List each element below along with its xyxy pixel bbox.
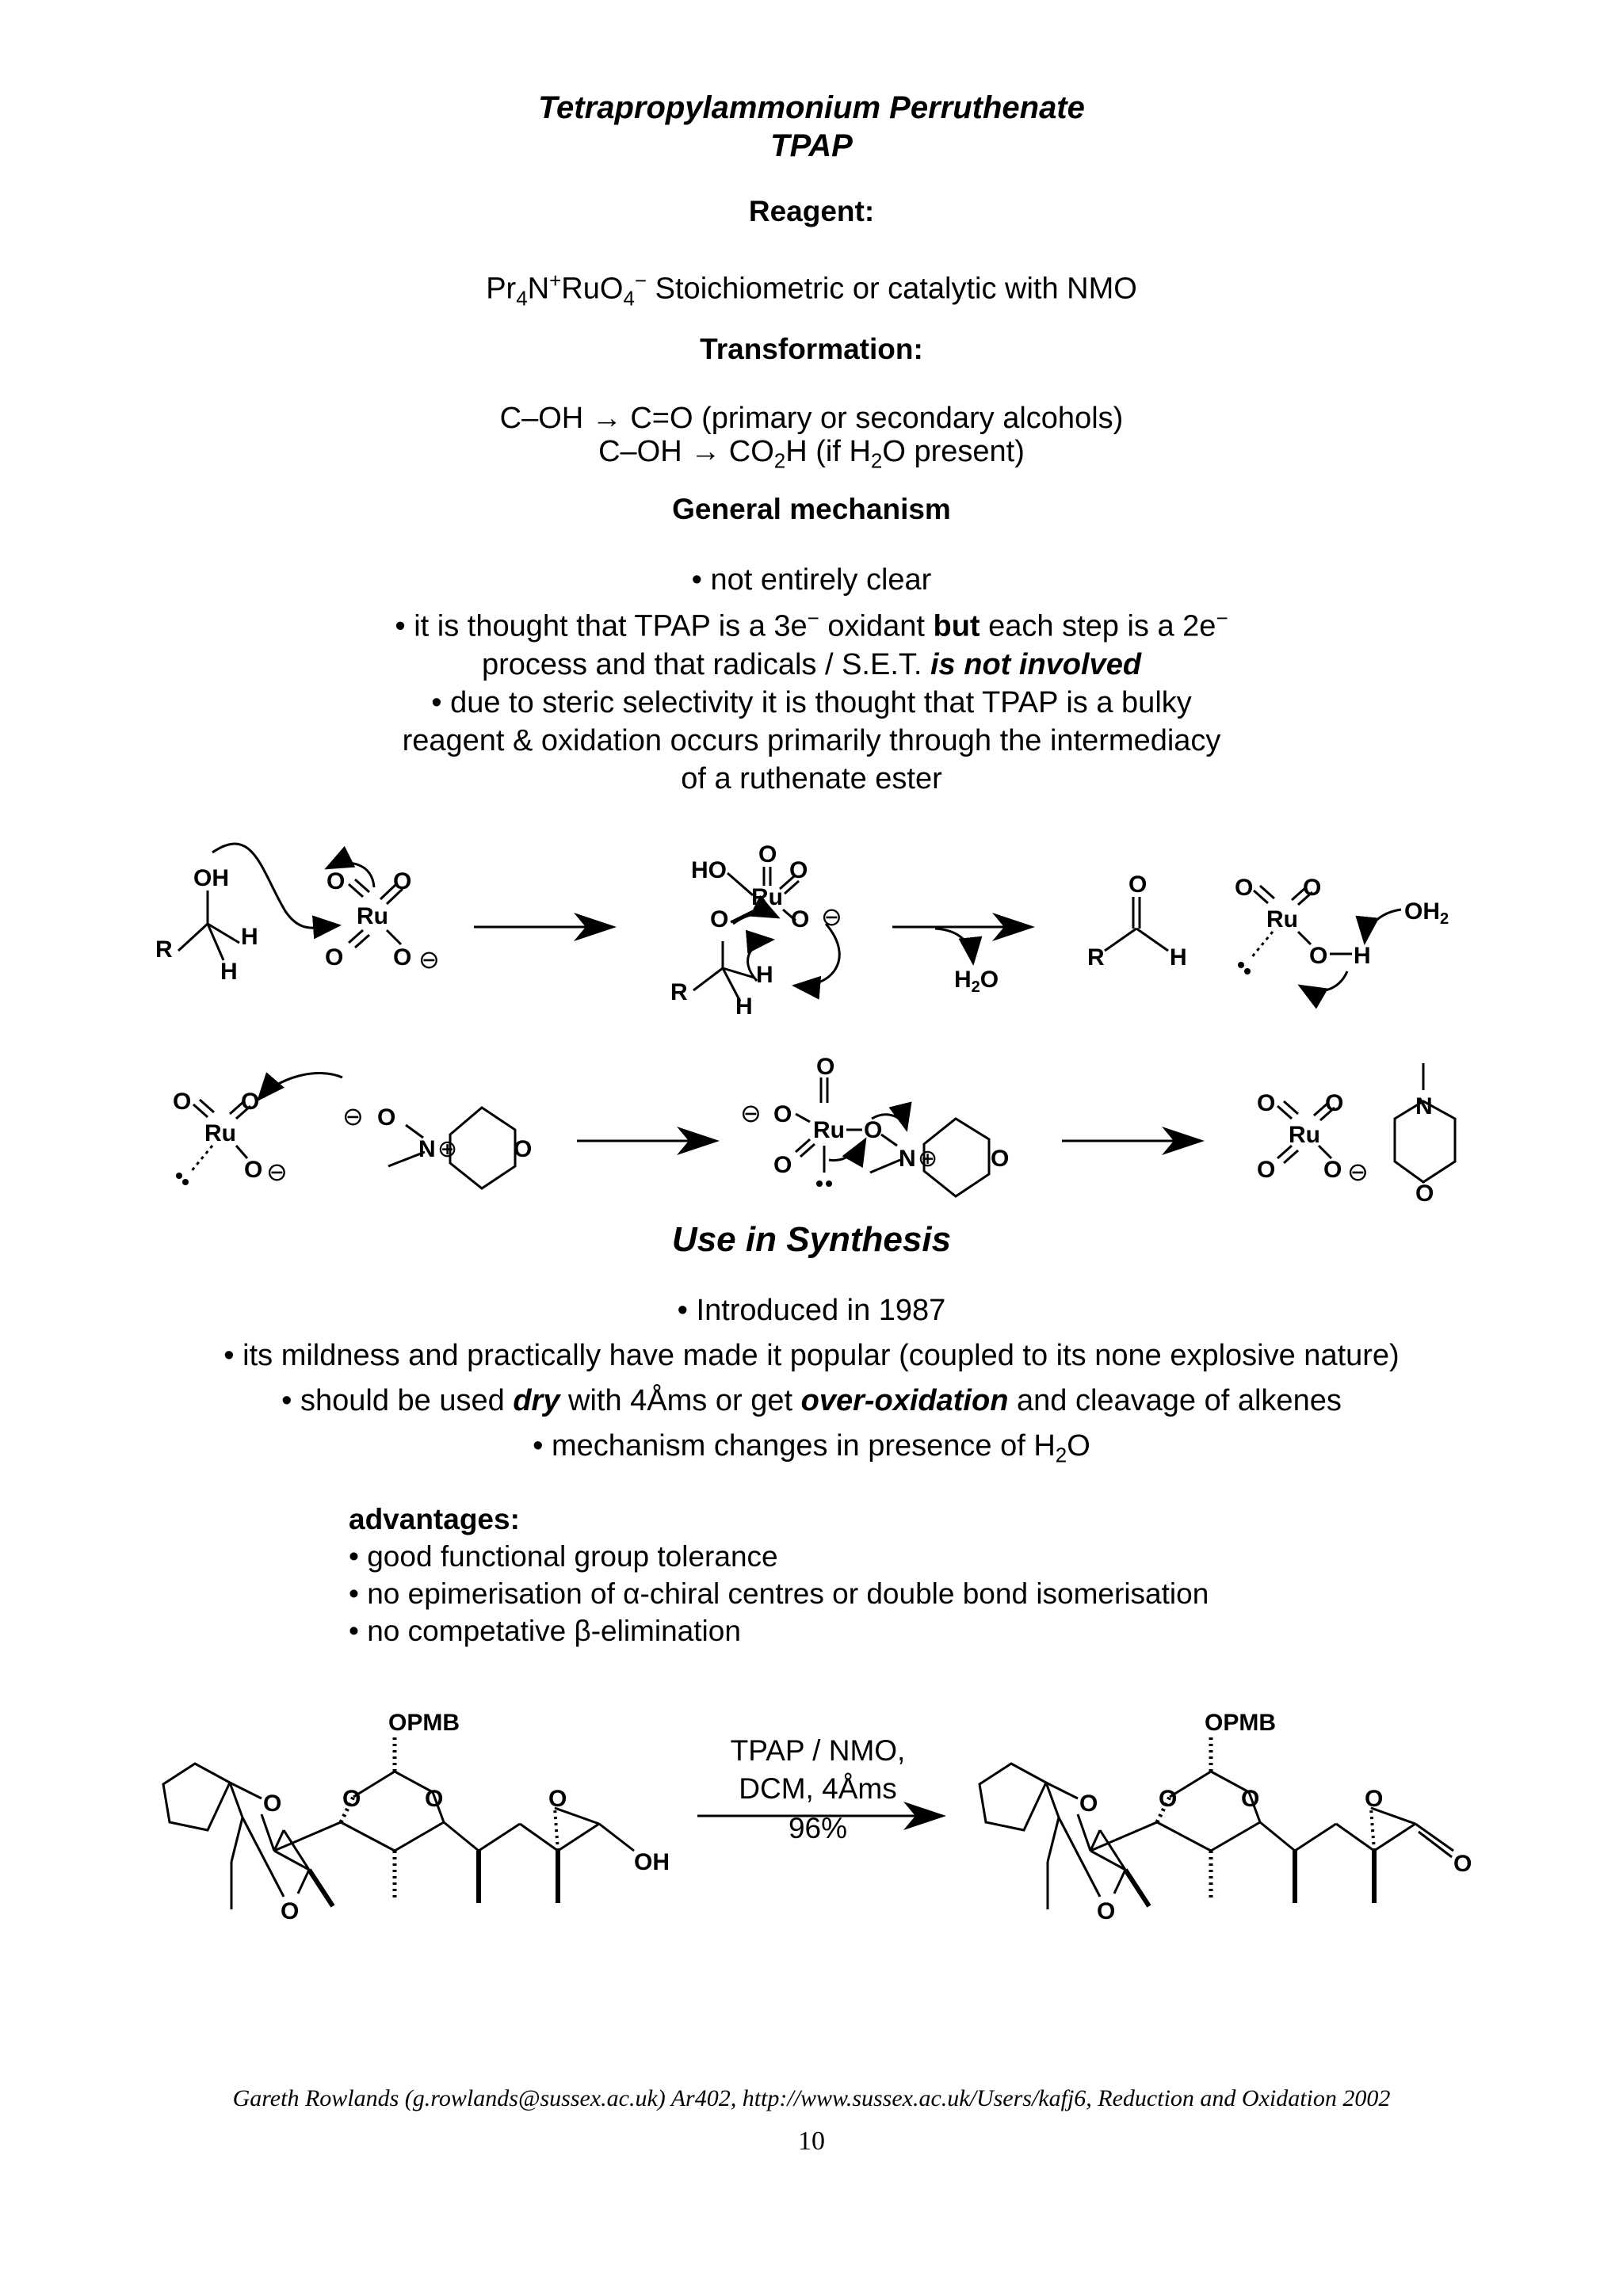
bond bbox=[693, 968, 723, 990]
label-o: O bbox=[816, 1054, 835, 1080]
label-o: O bbox=[425, 1786, 444, 1812]
t2-c: H (if H bbox=[785, 435, 871, 468]
electron-dot bbox=[1244, 968, 1251, 974]
electron-dot bbox=[182, 1179, 189, 1185]
bond bbox=[298, 1870, 309, 1894]
bond bbox=[395, 1822, 444, 1851]
label-o: O bbox=[173, 1089, 192, 1115]
bond bbox=[178, 924, 208, 951]
label-o: O bbox=[1309, 943, 1328, 969]
label-o: O bbox=[342, 1786, 361, 1812]
bond bbox=[1336, 1824, 1374, 1851]
curly-arrow bbox=[1300, 971, 1347, 991]
label-o: O bbox=[1323, 1157, 1342, 1183]
title-line-2: TPAP bbox=[770, 128, 853, 163]
minus-charge: ⊖ bbox=[418, 945, 440, 974]
label-oh: OH bbox=[193, 865, 229, 891]
label-o: O bbox=[1257, 1090, 1276, 1116]
curly-arrow bbox=[1365, 910, 1401, 943]
label-o: O bbox=[773, 1101, 792, 1127]
label-oh: OH bbox=[634, 1849, 670, 1875]
wedge-bond bbox=[309, 1870, 333, 1906]
label-h: H bbox=[735, 994, 753, 1020]
label-o: O bbox=[1235, 875, 1254, 901]
h2o-h: H bbox=[954, 967, 972, 993]
transformation-line-2 bbox=[0, 433, 1623, 480]
bond bbox=[262, 1814, 274, 1851]
bond bbox=[1090, 1822, 1157, 1851]
page-title bbox=[0, 89, 1623, 165]
bond bbox=[190, 1146, 212, 1173]
label-o: O bbox=[758, 841, 777, 868]
label-o: O bbox=[514, 1136, 533, 1162]
bond bbox=[1295, 1824, 1336, 1851]
advantage-item: • no epimerisation of α-chiral centres or double bond isomerisation bbox=[349, 1577, 1209, 1610]
bond bbox=[1136, 929, 1168, 951]
minus-charge: ⊖ bbox=[342, 1102, 364, 1131]
mb2c: oxidant bbox=[819, 609, 934, 643]
label-h2o bbox=[954, 967, 999, 996]
label-o: O bbox=[773, 1152, 792, 1178]
cyclopentane-ring bbox=[980, 1764, 1046, 1830]
bond bbox=[1415, 1824, 1453, 1851]
t2-a: C–OH → CO bbox=[598, 435, 774, 468]
ub3b: dry bbox=[513, 1384, 560, 1417]
reagent-formula bbox=[0, 261, 1623, 317]
formula-sub-4: 4 bbox=[516, 286, 528, 311]
bond bbox=[1374, 1824, 1415, 1851]
label-o: O bbox=[1365, 1786, 1384, 1812]
electron-dot bbox=[1238, 962, 1244, 968]
advantages-heading: advantages: bbox=[349, 1503, 520, 1535]
label-o: O bbox=[325, 944, 344, 971]
conditions-yield: 96% bbox=[788, 1812, 848, 1844]
footer-citation: Gareth Rowlands (g.rowlands@sussex.ac.uk) Ar402, http://www.sussex.ac.uk/Users/kafj6, Reduction and Oxidation 2002 bbox=[232, 2085, 1391, 2111]
label-ru: Ru bbox=[1289, 1122, 1320, 1148]
bond bbox=[479, 1824, 520, 1851]
label-o: O bbox=[1453, 1851, 1472, 1877]
mechanism-scheme-1 bbox=[0, 824, 1623, 1046]
bond bbox=[387, 930, 401, 944]
bond bbox=[1105, 929, 1136, 951]
synthesis-example-scheme bbox=[0, 1703, 1623, 1941]
bond bbox=[1211, 1822, 1260, 1851]
label-oh2 bbox=[1404, 898, 1449, 928]
label-h: H bbox=[756, 962, 773, 988]
ub4b: 2 bbox=[1055, 1443, 1067, 1467]
formula-sub-4b: 4 bbox=[623, 286, 635, 311]
label-o: O bbox=[1241, 1786, 1260, 1812]
label-o: O bbox=[377, 1104, 396, 1131]
reagent-description: Stoichiometric or catalytic with NMO bbox=[647, 272, 1137, 306]
label-ru: Ru bbox=[1266, 906, 1298, 933]
label-ru: Ru bbox=[751, 884, 783, 910]
label-ru: Ru bbox=[813, 1117, 845, 1143]
label-r: R bbox=[670, 979, 688, 1005]
bond bbox=[1078, 1814, 1090, 1851]
use-bullet-3 bbox=[0, 1379, 1623, 1424]
label-o: O bbox=[710, 906, 729, 933]
label-r: R bbox=[155, 936, 173, 963]
formula-sup-minus: − bbox=[634, 269, 647, 292]
minus-charge: ⊖ bbox=[1347, 1158, 1369, 1186]
transformation-line-1: C–OH → C=O (primary or secondary alcohols) bbox=[499, 402, 1124, 435]
label-o: O bbox=[393, 944, 412, 971]
formula-n: N bbox=[527, 272, 550, 306]
bond bbox=[1260, 1822, 1295, 1851]
ub3d: over-oxidation bbox=[800, 1384, 1009, 1417]
label-ru: Ru bbox=[204, 1120, 236, 1146]
mech-line-3 bbox=[0, 646, 1623, 684]
product bbox=[980, 1735, 1453, 1909]
label-h: H bbox=[1354, 943, 1371, 969]
bond bbox=[1157, 1822, 1211, 1851]
bond bbox=[231, 1817, 242, 1862]
bond bbox=[1251, 932, 1273, 959]
mechanism-bullets bbox=[0, 561, 1623, 798]
bond bbox=[870, 1160, 900, 1173]
title-line-1: Tetrapropylammonium Perruthenate bbox=[538, 90, 1085, 125]
advantages-list bbox=[349, 1501, 1209, 1650]
mb3b: is not involved bbox=[930, 647, 1142, 681]
label-ru: Ru bbox=[357, 903, 388, 929]
electron-dot bbox=[816, 1180, 823, 1187]
ub3a: • should be used bbox=[281, 1384, 514, 1417]
minus-charge: ⊖ bbox=[740, 1099, 762, 1127]
use-bullet-4 bbox=[0, 1424, 1623, 1478]
formula-pr: Pr bbox=[486, 272, 517, 306]
advantage-item: • no competative β-elimination bbox=[349, 1615, 741, 1647]
wedge-bond bbox=[1125, 1870, 1149, 1906]
mech-line-5: reagent & oxidation occurs primarily through the intermediacy bbox=[402, 723, 1221, 757]
label-h: H bbox=[1170, 944, 1187, 971]
mech-bullet-1: • not entirely clear bbox=[691, 563, 932, 597]
label-o: O bbox=[1257, 1157, 1276, 1183]
bond bbox=[444, 1822, 479, 1851]
mb2f: − bbox=[1216, 606, 1228, 630]
label-o: O bbox=[263, 1791, 282, 1817]
curly-arrow bbox=[935, 929, 973, 963]
hash-bond bbox=[555, 1808, 558, 1851]
mechanism-scheme-2 bbox=[0, 1046, 1623, 1228]
ub4a: • mechanism changes in presence of H bbox=[533, 1429, 1056, 1463]
mech-line-6: of a ruthenate ester bbox=[681, 761, 942, 795]
bond bbox=[274, 1822, 341, 1851]
label-o: O bbox=[1159, 1786, 1178, 1812]
ub3c: with 4Åms or get bbox=[559, 1384, 801, 1417]
curly-arrow bbox=[794, 924, 839, 986]
t2-sub2: 2 bbox=[870, 448, 883, 473]
minus-charge: ⊖ bbox=[266, 1158, 288, 1186]
label-o: O bbox=[393, 868, 412, 894]
page-number: 10 bbox=[798, 2126, 825, 2156]
label-o: O bbox=[327, 868, 346, 894]
bond bbox=[731, 911, 753, 922]
curly-arrow bbox=[212, 844, 339, 928]
h2o-2: 2 bbox=[971, 978, 980, 996]
label-h: H bbox=[241, 924, 258, 950]
electron-dot bbox=[826, 1180, 832, 1187]
label-r: R bbox=[1087, 944, 1105, 971]
label-ho: HO bbox=[691, 857, 727, 883]
label-o: O bbox=[1415, 1180, 1434, 1207]
label-o: O bbox=[244, 1157, 263, 1183]
bond bbox=[520, 1824, 558, 1851]
plus-charge: ⊕ bbox=[437, 1136, 458, 1162]
label-o: O bbox=[1325, 1090, 1344, 1116]
bond bbox=[1114, 1870, 1125, 1894]
ub3e: and cleavage of alkenes bbox=[1008, 1384, 1342, 1417]
label-n: N bbox=[418, 1136, 436, 1162]
cyclopentane-ring bbox=[163, 1764, 230, 1830]
label-opmb: OPMB bbox=[1205, 1710, 1276, 1736]
formula-sup-plus: + bbox=[549, 269, 562, 292]
conditions-line-2: DCM, 4Åms bbox=[739, 1772, 897, 1805]
label-n: N bbox=[1415, 1093, 1433, 1119]
label-h: H bbox=[220, 959, 238, 985]
label-o: O bbox=[1128, 871, 1148, 898]
plus-charge: ⊕ bbox=[918, 1146, 938, 1172]
electron-dot bbox=[176, 1173, 182, 1179]
bond bbox=[881, 1135, 897, 1146]
use-bullet-2: • its mildness and practically have made it popular (coupled to its none explosive nature) bbox=[223, 1339, 1400, 1372]
curly-arrow bbox=[258, 1074, 342, 1100]
t2-e: O present) bbox=[882, 435, 1025, 468]
label-o: O bbox=[1303, 875, 1322, 901]
bond bbox=[242, 1817, 284, 1897]
ub4c: O bbox=[1067, 1429, 1090, 1463]
h2o-o: O bbox=[980, 967, 999, 993]
morpholine-ring bbox=[450, 1108, 515, 1188]
mb3a: process and that radicals / S.E.T. bbox=[481, 647, 930, 681]
bond bbox=[558, 1824, 599, 1851]
bond bbox=[727, 873, 753, 895]
bond bbox=[1048, 1817, 1059, 1862]
curly-arrow bbox=[733, 913, 778, 924]
label-o: O bbox=[241, 1089, 260, 1115]
mb2e: each step is a 2e bbox=[980, 609, 1216, 643]
mb2d: but bbox=[933, 609, 980, 643]
mech-bullet-2 bbox=[0, 599, 1623, 646]
mb2a: • it is thought that TPAP is a 3e bbox=[395, 609, 808, 643]
formula-ruo: RuO bbox=[561, 272, 624, 306]
hash-bond bbox=[1371, 1808, 1374, 1851]
bond bbox=[796, 1114, 810, 1122]
label-o: O bbox=[281, 1898, 300, 1924]
use-bullet-1: • Introduced in 1987 bbox=[677, 1294, 946, 1327]
mech-bullet-3: • due to steric selectivity it is thought that TPAP is a bulky bbox=[431, 685, 1192, 719]
reagent-heading: Reagent: bbox=[748, 195, 875, 227]
transformation-heading: Transformation: bbox=[700, 333, 923, 365]
bond bbox=[599, 1824, 634, 1851]
label-opmb: OPMB bbox=[388, 1710, 460, 1736]
conditions-line-1: TPAP / NMO, bbox=[730, 1734, 906, 1767]
label-o: O bbox=[864, 1117, 883, 1143]
bond bbox=[1419, 1832, 1452, 1857]
mb2b: − bbox=[807, 606, 819, 630]
label-o: O bbox=[548, 1786, 567, 1812]
label-n: N bbox=[899, 1146, 916, 1172]
bond bbox=[1059, 1817, 1100, 1897]
use-bullets bbox=[0, 1288, 1623, 1478]
label-o: O bbox=[991, 1146, 1010, 1172]
label-o: O bbox=[1079, 1791, 1098, 1817]
label-o: O bbox=[791, 906, 810, 933]
label-o: O bbox=[789, 857, 808, 883]
starting-material bbox=[163, 1735, 634, 1909]
t2-sub1: 2 bbox=[773, 448, 786, 473]
use-heading: Use in Synthesis bbox=[671, 1220, 952, 1259]
oh2-oh: OH bbox=[1404, 898, 1440, 925]
mechanism-heading: General mechanism bbox=[672, 493, 951, 525]
minus-charge: ⊖ bbox=[821, 902, 842, 931]
label-o: O bbox=[1097, 1898, 1116, 1924]
bond bbox=[341, 1822, 395, 1851]
advantage-item: • good functional group tolerance bbox=[349, 1540, 778, 1573]
oh2-2: 2 bbox=[1440, 910, 1449, 928]
